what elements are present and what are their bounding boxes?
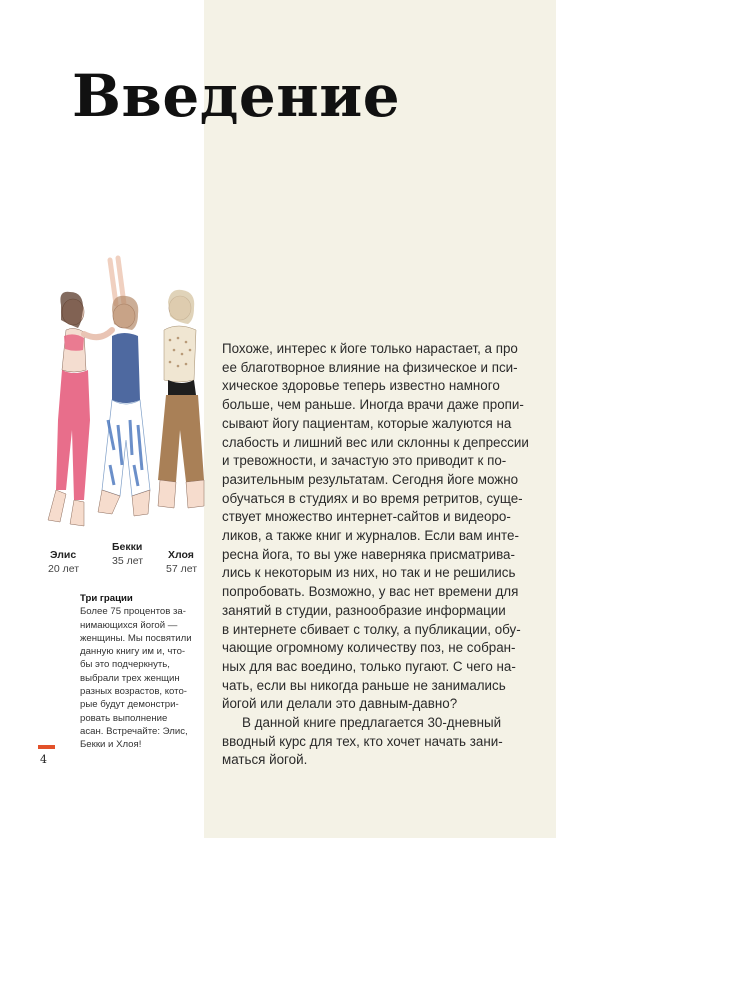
- body-line: ресна йога, то вы уже наверняка присматрива-: [222, 546, 515, 562]
- body-line: в интернете сбивает с толку, а публикации, обу-: [222, 621, 521, 637]
- body-line: занятий в студии, разнообразие информации: [222, 602, 506, 618]
- caption-line: Более 75 процентов за-: [80, 606, 186, 618]
- chloe-figure: [158, 290, 204, 508]
- body-line: попробовать. Возможно, у вас нет времени для: [222, 584, 519, 600]
- body-line: обучаться в студиях и во время ретритов, суще-: [222, 490, 523, 506]
- caption-line: выбрали трех женщин: [80, 672, 180, 684]
- body-line: чающие огромному количеству поз, не собран-: [222, 640, 516, 656]
- person-age-alice: 20 лет: [48, 563, 80, 575]
- person-name-becky: Бекки: [112, 541, 143, 553]
- caption-line: Бекки и Хлоя!: [80, 739, 142, 751]
- body-line: ных для вас воедино, только пугают. С чего на-: [222, 658, 516, 674]
- body-line: слабость и лишний вес или склонны к депрессии: [222, 434, 529, 450]
- body-line: и тревожности, и зачастую это приводит к по-: [222, 453, 507, 469]
- page-number: 4: [40, 753, 47, 766]
- person-age-becky: 35 лет: [112, 555, 144, 567]
- caption-line: ровать выполнение: [80, 712, 168, 724]
- body-line: сывают йогу пациентам, которые жалуются на: [222, 415, 512, 431]
- caption-line: данную книгу им и, что-: [80, 646, 186, 658]
- caption-line: рые будут демонстри-: [80, 699, 179, 711]
- accent-mark: [38, 745, 55, 749]
- caption-line: бы это подчеркнуть,: [80, 659, 170, 671]
- body-line: разительным результатам. Сегодня йоге можно: [222, 471, 519, 487]
- body-line: маться йогой.: [222, 752, 308, 768]
- figure-caption: [80, 592, 200, 752]
- caption-line: разных возрастов, кото-: [80, 686, 187, 698]
- body-line: лись к некоторым из них, но так и не решились: [222, 565, 516, 581]
- body-line: ствует множество интернет-сайтов и видеоро-: [222, 509, 511, 525]
- body-line: чать, если вы никогда раньше не занимались: [222, 677, 506, 693]
- becky-figure: [98, 258, 150, 516]
- body-line: хическое здоровье теперь известно намного: [222, 378, 500, 394]
- person-name-chloe: Хлоя: [168, 549, 194, 561]
- body-line: йогой или делали это давным-давно?: [222, 696, 458, 712]
- page-title: Введение: [72, 62, 401, 130]
- caption-line: нимающихся йогой —: [80, 619, 178, 631]
- body-line: вводный курс для тех, кто хочет начать зани-: [222, 733, 503, 749]
- body-line: Похоже, интерес к йоге только нарастает, а про: [222, 341, 518, 356]
- body-line: ее благотворное влияние на физическое и пси-: [222, 359, 518, 375]
- person-name-alice: Элис: [50, 549, 77, 561]
- body-line: ликов, а также книг и журналов. Если вам инте-: [222, 528, 519, 544]
- caption-line: женщины. Мы посвятили: [80, 632, 192, 644]
- three-women-illustration: [28, 250, 228, 540]
- caption-title: Три грации: [80, 593, 133, 604]
- body-line: В данной книге предлагается 30-дневный: [242, 715, 502, 731]
- body-text: [222, 340, 544, 770]
- body-line: больше, чем раньше. Иногда врачи даже пропи-: [222, 397, 524, 413]
- caption-line: асан. Встречайте: Элис,: [80, 725, 188, 737]
- person-age-chloe: 57 лет: [166, 563, 198, 575]
